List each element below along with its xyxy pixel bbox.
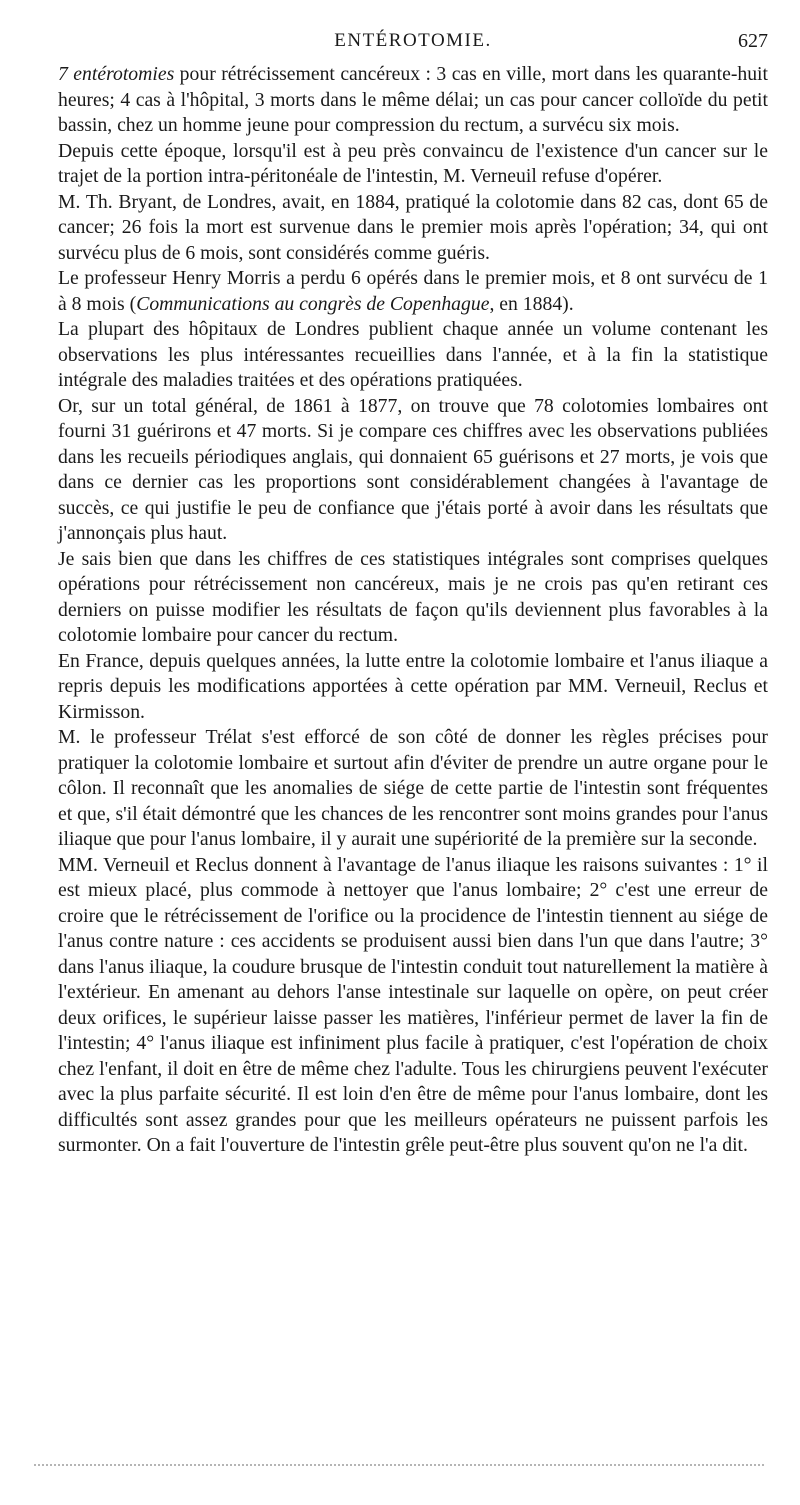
paragraph-1 xyxy=(58,62,768,139)
paragraph-3: M. Th. Bryant, de Londres, avait, en 1884, pratiqué la colotomie dans 82 cas, dont 65 de cancer; 26 fois la mort est survenue dans le premier mois après l'opération; 34, qui ont survécu plus de 6 mois, sont considérés comme guéris. xyxy=(58,190,768,264)
paragraph-6: Or, sur un total général, de 1861 à 1877, on trouve que 78 colotomies lombaires ont fourni 31 guérirons et 47 morts. Si je compare ces chiffres avec les observations publiées dans les recueils périodiques anglais, qui donnaient 65 guérisons et 27 morts, je vois que dans ce dernier cas les proportions sont considérablement changées à l'avantage de succès, ce qui justifie le peu de confiance que j'étais porté à avoir dans les résultats que j'annonçais plus haut. xyxy=(58,394,768,544)
footer-rule xyxy=(34,1464,764,1466)
paragraph-9: M. le professeur Trélat s'est efforcé de son côté de donner les règles précises pour pratiquer la colotomie lombaire et surtout afin d'éviter de prendre un autre organe pour le côlon. Il reconnaît que les anomalies de siége de cette partie de l'intestin sont fréquentes et que, s'il était démontré que les chances de les rencontrer sont moins grandes pour l'anus iliaque que pour l'anus lombaire, il y aurait une supériorité de la première sur la seconde. xyxy=(58,726,768,850)
paragraph-8: En France, depuis quelques années, la lutte entre la colotomie lombaire et l'anus iliaque a repris depuis les modifications apportées à cette opération par MM. Verneuil, Reclus et Kirmisson. xyxy=(58,649,768,723)
paragraph-7: Je sais bien que dans les chiffres de ces statistiques intégrales sont comprises quelques opérations pour rétrécissement non cancéreux, mais je ne crois pas qu'en retirant ces derniers on puisse modifier les résultats de façon qu'ils deviennent plus favorables à la colotomie lombaire pour cancer du rectum. xyxy=(58,547,768,646)
page-header xyxy=(58,30,768,54)
page-number: 627 xyxy=(738,30,768,52)
paragraph-4-tail: , en 1884). xyxy=(489,292,574,315)
running-title: ENTÉROTOMIE. xyxy=(334,30,492,51)
paragraph-5: La plupart des hôpitaux de Londres publient chaque année un volume contenant les observations les plus intéressantes recueillies dans l'année, et à la fin la statistique intégrale des maladies traitées et des opérations pratiquées. xyxy=(58,318,768,391)
paragraph-4 xyxy=(58,266,768,317)
paragraph-4-text: Le professeur Henry Morris a perdu 6 opérés dans le premier mois, et 8 ont survécu de 1 à 8 mois ( xyxy=(58,267,768,315)
paragraph-1-text: pour rétrécissement cancéreux : 3 cas en ville, mort dans les quarante-huit heures; 4 cas à l'hôpital, 3 morts dans le même délai; un cas pour cancer colloïde du petit bassin, chez un homme jeune pour compression du rectum, a survécu six mois. xyxy=(58,63,769,136)
paragraph-1-lead: 7 entérotomies xyxy=(58,63,175,85)
paragraph-10: MM. Verneuil et Reclus donnent à l'avantage de l'anus iliaque les raisons suivantes : 1° il est mieux placé, plus commode à nettoyer que l'anus lombaire; 2° c'est une erreur de croire que le rétrécissement de l'orifice ou la procidence de l'intestin tiennent au siége de l'anus contre nature : ces accidents se produisent aussi bien dans l'un que dans l'autre; 3° dans l'anus iliaque, la coudure brusque de l'intestin conduit tout naturellement la matière à l'extérieur. En amenant au dehors l'anse intestinale sur laquelle on opère, on peut créer deux orifices, le supérieur laisse passer les matières, l'inférieur permet de laver la fin de l'intestin; 4° l'anus iliaque est infiniment plus facile à pratiquer, c'est l'opération de choix chez l'enfant, il doit en être de même chez l'adulte. Tous les chirurgiens peuvent l'exécuter avec la plus parfaite sécurité. Il est loin d'en être de même pour l'anus lombaire, dont les difficultés sont assez grandes pour que les meilleurs opérateurs ne puissent parfois les surmonter. On a fait l'ouverture de l'intestin grêle peut-être plus souvent qu'on ne l'a dit. xyxy=(58,853,768,1156)
paragraph-2: Depuis cette époque, lorsqu'il est à peu près convaincu de l'existence d'un cancer sur le trajet de la portion intra-péritonéale de l'intestin, M. Verneuil refuse d'opérer. xyxy=(58,139,768,187)
paragraph-4-citation: Communications au congrès de Copenhague xyxy=(136,292,490,315)
page-body xyxy=(58,62,768,1159)
